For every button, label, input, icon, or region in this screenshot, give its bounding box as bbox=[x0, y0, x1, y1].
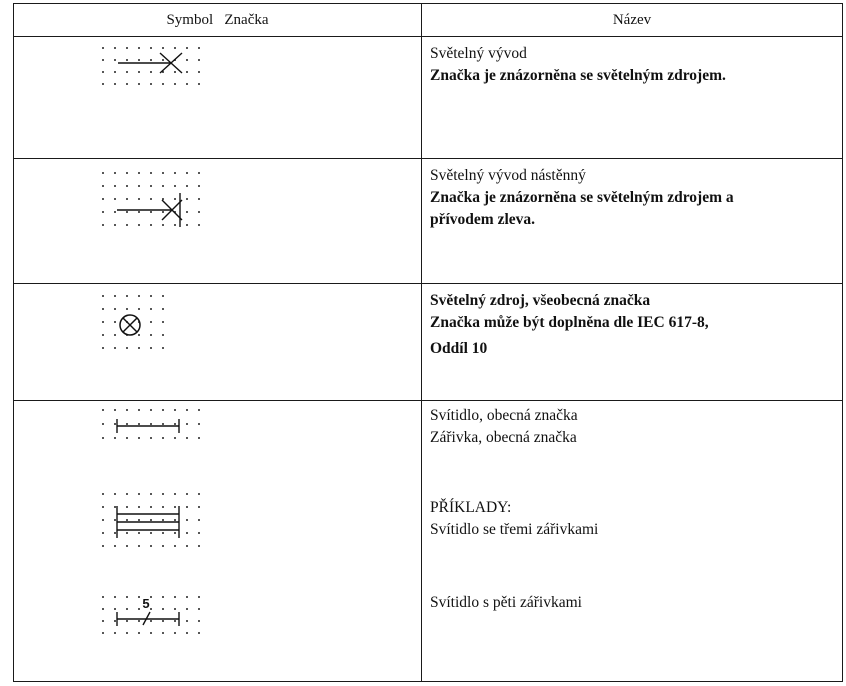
grid-dot bbox=[114, 185, 116, 187]
grid-dot bbox=[162, 211, 164, 213]
grid-dot bbox=[126, 198, 128, 200]
grid-dot bbox=[186, 71, 188, 73]
grid-dot bbox=[114, 347, 116, 349]
grid-dot bbox=[138, 71, 140, 73]
examples-heading: PŘÍKLADY: bbox=[430, 499, 512, 516]
grid-dot bbox=[162, 347, 164, 349]
grid-dot bbox=[126, 437, 128, 439]
grid-dot bbox=[198, 409, 200, 411]
grid-dot bbox=[186, 545, 188, 547]
grid-dot bbox=[102, 493, 104, 495]
grid-dot bbox=[162, 519, 164, 521]
grid-dot bbox=[174, 185, 176, 187]
grid-dot bbox=[162, 185, 164, 187]
grid-dot bbox=[102, 224, 104, 226]
grid-dot bbox=[138, 608, 140, 610]
grid-dot bbox=[186, 437, 188, 439]
grid-dot bbox=[150, 321, 152, 323]
grid-dot bbox=[126, 295, 128, 297]
grid-dot bbox=[138, 83, 140, 85]
grid-dot bbox=[162, 620, 164, 622]
five-tube-luminaire-symbol bbox=[117, 612, 179, 626]
grid-dot bbox=[126, 172, 128, 174]
grid-dot bbox=[102, 620, 104, 622]
grid-dot bbox=[102, 321, 104, 323]
grid-dot bbox=[198, 437, 200, 439]
grid-dot bbox=[126, 423, 128, 425]
grid-dot bbox=[162, 334, 164, 336]
grid-dot bbox=[126, 519, 128, 521]
grid-dot bbox=[198, 47, 200, 49]
grid-dot bbox=[198, 632, 200, 634]
grid-dot bbox=[174, 608, 176, 610]
grid-dot bbox=[174, 596, 176, 598]
grid-dot bbox=[186, 224, 188, 226]
grid-dot bbox=[138, 596, 140, 598]
grid-dot bbox=[186, 620, 188, 622]
grid-dot bbox=[102, 632, 104, 634]
grid-dot bbox=[162, 224, 164, 226]
grid-dot bbox=[174, 83, 176, 85]
grid-dot bbox=[126, 83, 128, 85]
grid-dot bbox=[198, 620, 200, 622]
grid-dot bbox=[102, 308, 104, 310]
grid-dot bbox=[126, 493, 128, 495]
grid-dot bbox=[150, 437, 152, 439]
grid-dot bbox=[114, 47, 116, 49]
grid-dot bbox=[138, 620, 140, 622]
grid-dot bbox=[162, 532, 164, 534]
row-3-title: Světelný zdroj, všeobecná značka bbox=[430, 292, 651, 309]
grid-dot bbox=[162, 308, 164, 310]
grid-dot bbox=[174, 437, 176, 439]
grid-dot bbox=[174, 423, 176, 425]
grid-dot bbox=[114, 295, 116, 297]
grid-dot bbox=[114, 545, 116, 547]
grid-dot bbox=[102, 409, 104, 411]
grid-dot bbox=[102, 172, 104, 174]
lighting-outlet-symbol bbox=[118, 53, 182, 73]
grid-dot bbox=[138, 334, 140, 336]
row-4-line-1: Zářivka, obecná značka bbox=[430, 429, 577, 446]
grid-dot bbox=[198, 198, 200, 200]
grid-dot bbox=[150, 493, 152, 495]
grid-dot bbox=[162, 59, 164, 61]
grid-dot bbox=[126, 608, 128, 610]
grid-dot bbox=[102, 519, 104, 521]
grid-dot bbox=[150, 198, 152, 200]
grid-dot bbox=[186, 519, 188, 521]
grid-dot bbox=[186, 172, 188, 174]
grid-dot bbox=[126, 632, 128, 634]
example-three-tubes-name: Svítidlo se třemi zářivkami bbox=[430, 521, 599, 538]
grid-dot bbox=[102, 437, 104, 439]
grid-dot bbox=[186, 596, 188, 598]
grid-dot bbox=[102, 608, 104, 610]
grid-dot bbox=[198, 596, 200, 598]
grid-dot bbox=[138, 409, 140, 411]
grid-dot bbox=[162, 83, 164, 85]
grid-dot bbox=[186, 211, 188, 213]
grid-dot bbox=[150, 185, 152, 187]
grid-dot bbox=[114, 224, 116, 226]
grid-dot bbox=[162, 437, 164, 439]
dot-grids bbox=[102, 47, 200, 634]
grid-dot bbox=[138, 172, 140, 174]
grid-dot bbox=[138, 423, 140, 425]
grid-dot bbox=[150, 308, 152, 310]
grid-dot bbox=[138, 59, 140, 61]
grid-dot bbox=[150, 211, 152, 213]
row-4-title: Svítidlo, obecná značka bbox=[430, 407, 578, 424]
grid-dot bbox=[126, 506, 128, 508]
grid-dot bbox=[186, 506, 188, 508]
grid-dot bbox=[114, 493, 116, 495]
grid-dot bbox=[162, 632, 164, 634]
grid-dot bbox=[162, 545, 164, 547]
grid-dot bbox=[150, 172, 152, 174]
grid-dot bbox=[126, 59, 128, 61]
grid-dot bbox=[162, 608, 164, 610]
row-1-line-1: Značka je znázorněna se světelným zdrojem. bbox=[430, 67, 726, 84]
grid-dot bbox=[150, 47, 152, 49]
grid-dot bbox=[138, 545, 140, 547]
grid-dot bbox=[126, 596, 128, 598]
grid-dot bbox=[114, 308, 116, 310]
grid-dot bbox=[102, 347, 104, 349]
grid-dot bbox=[102, 71, 104, 73]
grid-dot bbox=[126, 185, 128, 187]
grid-dot bbox=[174, 71, 176, 73]
grid-dot bbox=[138, 185, 140, 187]
grid-dot bbox=[114, 198, 116, 200]
grid-dot bbox=[162, 493, 164, 495]
grid-dot bbox=[150, 519, 152, 521]
grid-dot bbox=[114, 608, 116, 610]
example-five-tubes-name: Svítidlo s pěti zářivkami bbox=[430, 594, 582, 611]
grid-dot bbox=[198, 519, 200, 521]
grid-dot bbox=[114, 632, 116, 634]
row-3-line-2: Oddíl 10 bbox=[430, 340, 488, 357]
grid-dot bbox=[150, 532, 152, 534]
grid-dot bbox=[102, 59, 104, 61]
grid-dot bbox=[174, 198, 176, 200]
grid-dot bbox=[162, 409, 164, 411]
grid-dot bbox=[186, 198, 188, 200]
grid-dot bbox=[126, 211, 128, 213]
grid-dot bbox=[150, 423, 152, 425]
grid-dot bbox=[138, 519, 140, 521]
grid-dot bbox=[138, 347, 140, 349]
grid-dot bbox=[126, 47, 128, 49]
grid-dot bbox=[198, 172, 200, 174]
grid-dot bbox=[150, 545, 152, 547]
row-3-line-1: Značka může být doplněna dle IEC 617-8, bbox=[430, 314, 709, 331]
grid-dot bbox=[186, 47, 188, 49]
grid-dot bbox=[150, 295, 152, 297]
grid-dot bbox=[114, 334, 116, 336]
grid-dot bbox=[150, 334, 152, 336]
grid-dot bbox=[162, 506, 164, 508]
grid-dot bbox=[186, 632, 188, 634]
grid-dot bbox=[174, 506, 176, 508]
grid-dot bbox=[138, 47, 140, 49]
grid-dot bbox=[138, 211, 140, 213]
grid-dot bbox=[198, 71, 200, 73]
grid-dot bbox=[150, 409, 152, 411]
row-1-title: Světelný vývod bbox=[430, 45, 527, 62]
grid-dot bbox=[198, 224, 200, 226]
grid-dot bbox=[102, 198, 104, 200]
grid-dot bbox=[138, 295, 140, 297]
grid-dot bbox=[186, 423, 188, 425]
grid-dot bbox=[114, 423, 116, 425]
lamp-general-symbol bbox=[120, 315, 140, 335]
grid-dot bbox=[198, 59, 200, 61]
grid-dot bbox=[174, 532, 176, 534]
grid-dot bbox=[138, 532, 140, 534]
grid-dot bbox=[198, 211, 200, 213]
grid-dot bbox=[138, 308, 140, 310]
luminaire-symbol bbox=[117, 419, 179, 433]
grid-dot bbox=[114, 83, 116, 85]
grid-dot bbox=[114, 437, 116, 439]
grid-dot bbox=[198, 532, 200, 534]
grid-dot bbox=[114, 532, 116, 534]
grid-dot bbox=[102, 423, 104, 425]
grid-dot bbox=[186, 59, 188, 61]
grid-dot bbox=[198, 423, 200, 425]
header-symbol: Symbol Značka bbox=[166, 11, 269, 28]
grid-dot bbox=[126, 545, 128, 547]
five-tube-count-label: 5 bbox=[142, 596, 150, 611]
grid-dot bbox=[150, 83, 152, 85]
grid-dot bbox=[150, 620, 152, 622]
grid-dot bbox=[174, 172, 176, 174]
grid-dot bbox=[126, 620, 128, 622]
grid-dot bbox=[138, 632, 140, 634]
grid-dot bbox=[114, 409, 116, 411]
grid-dot bbox=[150, 632, 152, 634]
grid-dot bbox=[174, 519, 176, 521]
grid-dot bbox=[162, 47, 164, 49]
grid-dot bbox=[150, 608, 152, 610]
grid-dot bbox=[186, 409, 188, 411]
grid-dot bbox=[102, 295, 104, 297]
grid-dot bbox=[186, 532, 188, 534]
grid-dot bbox=[150, 71, 152, 73]
grid-dot bbox=[114, 321, 116, 323]
grid-dot bbox=[150, 347, 152, 349]
grid-dot bbox=[126, 347, 128, 349]
grid-dot bbox=[114, 211, 116, 213]
grid-dot bbox=[138, 198, 140, 200]
grid-dot bbox=[138, 493, 140, 495]
grid-dot bbox=[114, 596, 116, 598]
grid-dot bbox=[198, 493, 200, 495]
grid-dot bbox=[162, 172, 164, 174]
grid-dot bbox=[174, 409, 176, 411]
grid-dot bbox=[186, 493, 188, 495]
grid-dot bbox=[102, 211, 104, 213]
grid-dot bbox=[198, 545, 200, 547]
row-2-line-2: přívodem zleva. bbox=[430, 211, 536, 228]
grid-dot bbox=[150, 596, 152, 598]
grid-dot bbox=[198, 83, 200, 85]
grid-dot bbox=[126, 409, 128, 411]
grid-dot bbox=[102, 596, 104, 598]
grid-dot bbox=[114, 519, 116, 521]
grid-dot bbox=[102, 334, 104, 336]
grid-dot bbox=[102, 506, 104, 508]
grid-dot bbox=[126, 71, 128, 73]
grid-dot bbox=[138, 506, 140, 508]
grid-dot bbox=[102, 532, 104, 534]
grid-dot bbox=[198, 608, 200, 610]
grid-dot bbox=[186, 608, 188, 610]
grid-dot bbox=[162, 295, 164, 297]
grid-dot bbox=[126, 532, 128, 534]
grid-dot bbox=[114, 620, 116, 622]
grid-dot bbox=[186, 83, 188, 85]
grid-dot bbox=[102, 83, 104, 85]
grid-dot bbox=[126, 224, 128, 226]
grid-dot bbox=[138, 437, 140, 439]
grid-dot bbox=[102, 47, 104, 49]
grid-dot bbox=[150, 506, 152, 508]
grid-dot bbox=[186, 185, 188, 187]
grid-dot bbox=[198, 185, 200, 187]
grid-dot bbox=[102, 185, 104, 187]
grid-dot bbox=[150, 224, 152, 226]
grid-dot bbox=[102, 545, 104, 547]
grid-dot bbox=[174, 545, 176, 547]
grid-dot bbox=[138, 224, 140, 226]
header-name: Název bbox=[612, 11, 652, 28]
grid-dot bbox=[174, 632, 176, 634]
grid-dot bbox=[174, 493, 176, 495]
grid-dot bbox=[174, 224, 176, 226]
grid-dot bbox=[174, 620, 176, 622]
row-2-title: Světelný vývod nástěnný bbox=[430, 167, 586, 184]
grid-dot bbox=[162, 321, 164, 323]
grid-dot bbox=[174, 47, 176, 49]
grid-dot bbox=[198, 506, 200, 508]
grid-dot bbox=[162, 596, 164, 598]
grid-dot bbox=[126, 308, 128, 310]
grid-dot bbox=[114, 71, 116, 73]
grid-dot bbox=[114, 506, 116, 508]
grid-dot bbox=[114, 172, 116, 174]
grid-dot bbox=[162, 423, 164, 425]
row-2-line-1: Značka je znázorněna se světelným zdrojem a bbox=[430, 189, 734, 206]
grid-dot bbox=[150, 59, 152, 61]
grid-dot bbox=[114, 59, 116, 61]
